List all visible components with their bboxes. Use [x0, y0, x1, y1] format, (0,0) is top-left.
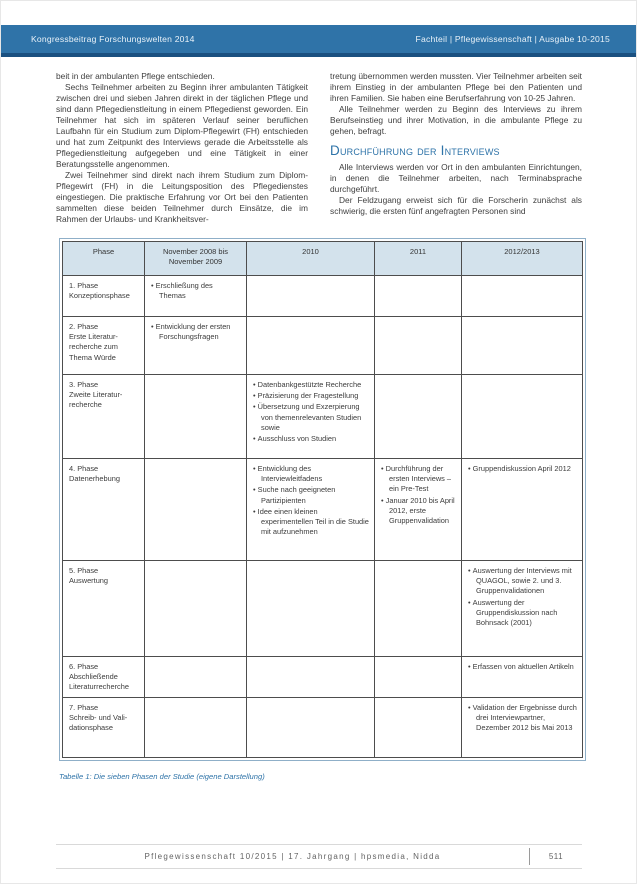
table-cell: [462, 317, 583, 375]
table-cell: [145, 276, 247, 317]
phases-table-head: [63, 242, 583, 276]
phases-table-frame: [59, 238, 586, 761]
table-cell: [247, 375, 375, 459]
phases-table-body: [63, 276, 583, 758]
table-cell: [462, 375, 583, 459]
phase-cell: 7. Phase Schreib- und Vali- dationsphase: [63, 697, 145, 757]
table-cell: [145, 375, 247, 459]
bullet-item: • Januar 2010 bis April 2012, erste Gruppenvalidation: [381, 496, 456, 527]
table-cell: [247, 276, 375, 317]
table-row: [63, 375, 583, 459]
right-column: [330, 71, 582, 225]
section-heading: Durchführung der Interviews: [330, 143, 500, 158]
bullet-item: • Idee einen kleinen experimentellen Teil in die Studie mit aufzunehmen: [253, 507, 369, 538]
phases-table-block: [59, 238, 582, 781]
phase-cell: 1. Phase Konzeptionsphase: [63, 276, 145, 317]
footer-journal-line: Pflegewissenschaft 10/2015 | 17. Jahrgang | hpsmedia, Nidda: [144, 852, 441, 861]
bullet-item: • Validation der Ergebnisse durch drei Interviewpartner, Dezember 2012 bis Mai 2013: [468, 703, 577, 734]
phase-cell: 5. Phase Auswertung: [63, 561, 145, 657]
table-row: [63, 317, 583, 375]
bullet-item: • Auswertung der Gruppendiskussion nach Bohnsack (2001): [468, 598, 577, 629]
bullet-item: • Erfassen von aktuellen Artikeln: [468, 662, 577, 672]
header-left-text: Kongressbeitrag Forschungswelten 2014: [31, 34, 195, 44]
bullet-item: • Suche nach geeigneten Partizipienten: [253, 485, 369, 505]
table-cell: [145, 317, 247, 375]
table-cell: [462, 697, 583, 757]
column-header: 2011: [375, 242, 462, 276]
footer-page-number: 511: [548, 852, 564, 861]
table-cell: [145, 459, 247, 561]
table-cell: [145, 697, 247, 757]
phase-cell: 3. Phase Zweite Literatur- recherche: [63, 375, 145, 459]
table-cell: [462, 276, 583, 317]
table-cell: [462, 561, 583, 657]
bullet-item: • Gruppendiskussion April 2012: [468, 464, 577, 474]
table-row: [63, 459, 583, 561]
paragraph: Alle Interviews werden vor Ort in den ambulanten Einrichtungen, in denen die Teilnehmer arbeiten, nach Terminabsprache durchgeführt.: [330, 162, 582, 194]
paragraph: Der Feldzugang erweist sich für die Forscherin zunächst als schwierig, die ersten fünf angefragten Personen sind: [330, 195, 582, 216]
table-row: [63, 657, 583, 698]
table-cell: [247, 561, 375, 657]
bullet-item: • Übersetzung und Exzerpierung von themenrelevanten Studien sowie: [253, 402, 369, 433]
header-right-text: Fachteil | Pflegewissenschaft | Ausgabe 10-2015: [415, 34, 610, 44]
table-cell: [247, 459, 375, 561]
table-cell: [375, 561, 462, 657]
table-cell: [375, 459, 462, 561]
paragraph: Alle Teilnehmer werden zu Beginn des Interviews zu ihrem Berufseinstieg und ihrer Motivation, in die ambulante Pflege zu gehen, befragt.: [330, 104, 582, 136]
table-cell: [247, 317, 375, 375]
table-row: [63, 697, 583, 757]
table-cell: [375, 317, 462, 375]
column-header: 2012/2013: [462, 242, 583, 276]
article-content: [1, 57, 636, 781]
table-caption: Tabelle 1: Die sieben Phasen der Studie (eigene Darstellung): [59, 771, 265, 781]
left-column: [56, 71, 308, 225]
paragraph: Sechs Teilnehmer arbeiten zu Beginn ihrer ambulanten Tätigkeit zwischen drei und sieben Jahren direkt in der täglichen Pflege und sind dann Pflegedienstleitung in einem Pflegedienst geworden. Ein Teilnehmer hat sich im späteren Verlauf seiner beruflichen Laufbahn für ein Studium zum Diplom-Pflegewirt (FH) entschieden und hat zum Zeitpunkt des Interviews gerade die Arbeitsstelle als Pflegedienstleitung aufgegeben und eine Tätigkeit in einer Beratungsstelle angenommen.: [56, 82, 308, 169]
column-header: Phase: [63, 242, 145, 276]
table-cell: [462, 657, 583, 698]
bullet-item: • Ausschluss von Studien: [253, 434, 369, 444]
phase-cell: 6. Phase Abschließende Literaturrecherche: [63, 657, 145, 698]
table-row: [63, 276, 583, 317]
table-cell: [145, 561, 247, 657]
page-header-bar: [1, 25, 636, 53]
phases-table: [62, 241, 583, 758]
column-header: November 2008 bis November 2009: [145, 242, 247, 276]
paragraph: Zwei Teilnehmer sind direkt nach ihrem Studium zum Diplom-Pflegewirt (FH) in die Leitungsposition des Pflegedienstes eingestiegen. Die praktische Erfahrung vor Ort bei den Patienten sammelten diese beiden Teilnehmer durch Einsätze, die im Rahmen der Urlaubs- und Krankheitsver-: [56, 170, 308, 224]
table-cell: [145, 657, 247, 698]
bullet-item: • Datenbankgestützte Recherche: [253, 380, 369, 390]
phase-cell: 4. Phase Datenerhebung: [63, 459, 145, 561]
table-cell: [247, 657, 375, 698]
table-cell: [247, 697, 375, 757]
bullet-item: • Entwicklung der ersten Forschungsfragen: [151, 322, 241, 342]
phase-cell: 2. Phase Erste Literatur- recherche zum Thema Würde: [63, 317, 145, 375]
bullet-item: • Erschließung des Themas: [151, 281, 241, 301]
page-footer: [56, 844, 582, 869]
table-cell: [375, 657, 462, 698]
table-cell: [375, 375, 462, 459]
paragraph: beit in der ambulanten Pflege entschieden.: [56, 71, 215, 81]
bullet-item: • Durchführung der ersten Interviews – ein Pre-Test: [381, 464, 456, 495]
table-cell: [462, 459, 583, 561]
bullet-item: • Präzisierung der Fragestellung: [253, 391, 369, 401]
paragraph: tretung übernommen werden mussten. Vier Teilnehmer arbeiten seit ihrem Einstieg in der ambulanten Pflege bei den Patienten und ihren Familien. Sie haben eine Berufserfahrung von 10-25 Jahren.: [330, 71, 583, 103]
table-cell: [375, 697, 462, 757]
column-header: 2010: [247, 242, 375, 276]
table-cell: [375, 276, 462, 317]
bullet-item: • Entwicklung des Interviewleitfadens: [253, 464, 369, 484]
bullet-item: • Auswertung der Interviews mit QUAGOL, sowie 2. und 3. Gruppenvalidationen: [468, 566, 577, 597]
table-row: [63, 561, 583, 657]
